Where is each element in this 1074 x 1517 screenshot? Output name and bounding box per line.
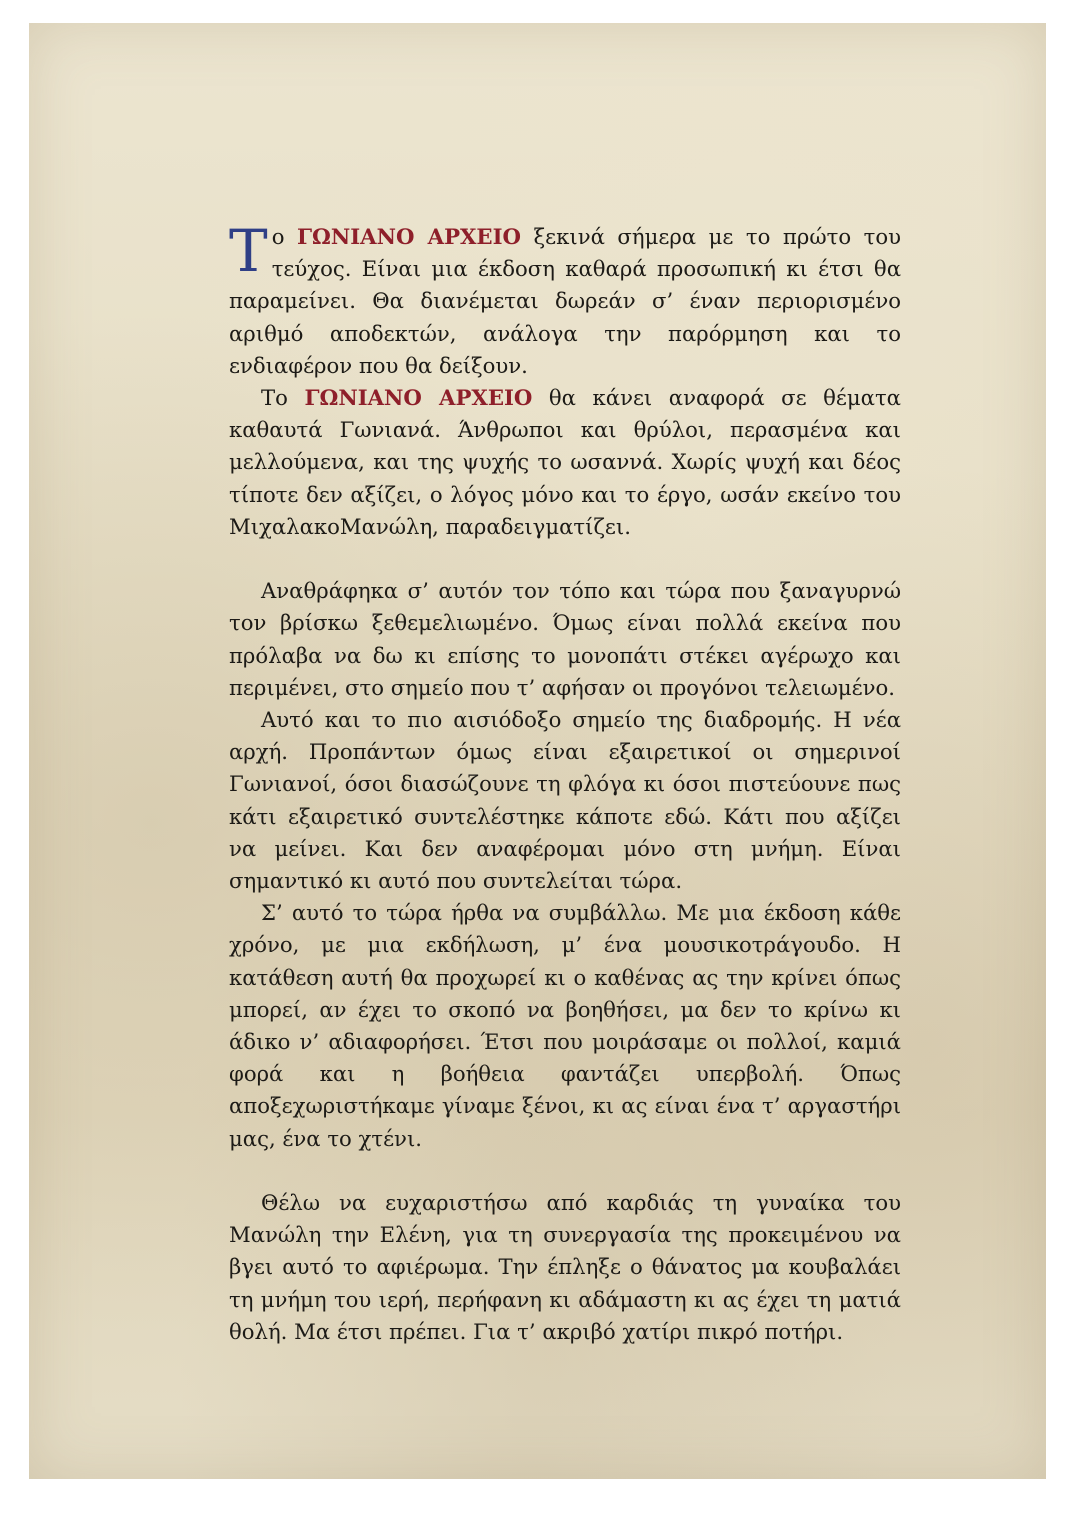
paragraph-5: Σ’ αυτό το τώρα ήρθα να συμβάλλω. Με μια έκδοση κάθε χρόνο, με μια εκδήλωση, μ’ ένα μουσικοτράγουδο. Η κατάθεση αυτή θα προχωρεί κι ο καθένας ας την κρίνει όπως μπορεί, αν έχει το σκοπό να βοηθήσει, μα δεν το κρίνω κι άδικο ν’ αδιαφορήσει. Έτσι που μοιράσαμε οι πολλοί, καμιά φορά και η βοήθεια φαντάζει υπερβολή. Όπως αποξεχωριστήκαμε γίναμε ξένοι, κι ας είναι ένα τ’ αργαστήρι μας, ένα το χτένι. bbox=[229, 900, 901, 1151]
paragraph-4: Αυτό και το πιο αισιόδοξο σημείο της διαδρομής. Η νέα αρχή. Προπάντων όμως είναι εξαιρετικοί οι σημερινοί Γωνιανοί, όσοι διασώζουνε τη φλόγα κι όσοι πιστεύουνε πως κάτι εξαιρετικό συντελέστηκε κάποτε εδώ. Κάτι που αξίζει να μείνει. Και δεν αναφέρομαι μόνο στη μνήμη. Είναι σημαντικό κι αυτό που συντελείται τώρα. bbox=[229, 707, 901, 894]
parchment-page bbox=[29, 23, 1046, 1479]
paragraph-1 bbox=[229, 217, 901, 382]
paragraph-2 bbox=[229, 382, 901, 543]
paragraph-6: Θέλω να ευχαριστήσω από καρδιάς τη γυναίκα του Μανώλη την Ελένη, για τη συνεργασία της προκειμένου να βγει αυτό το αφιέρωμα. Την έπληξε ο θάνατος μα κουβαλάει τη μνήμη του ιερή, περήφανη κι αδάμαστη κι ας έχει τη ματιά θολή. Μα έτσι πρέπει. Για τ’ ακριβό χατίρι πικρό ποτήρι. bbox=[229, 1190, 901, 1344]
paragraph-1-text: ξεκινά σήμερα με το πρώτο του τεύχος. Είναι μια έκδοση καθαρά προσωπική κι έτσι θα παραμείνει. Θα διανέμεται δωρεάν σ’ έναν περιορισμένο αριθμό αποδεκτών, ανάλογα την παρόρμηση και το ενδιαφέρον που θα δείξουν. bbox=[229, 224, 901, 378]
paragraph-3: Αναθράφηκα σ’ αυτόν τον τόπο και τώρα που ξαναγυρνώ τον βρίσκω ξεθεμελιωμένο. Όμως είναι πολλά εκείνα που πρόλαβα να δω κι επίσης το μονοπάτι στέκει αγέρωχο και περιμένει, στο σημείο που τ’ αφήσαν οι προγόνοι τελειωμένο. bbox=[229, 578, 901, 700]
paragraph-2-text: θα κάνει αναφορά σε θέματα καθαυτά Γωνιανά. Άνθρωποι και θρύλοι, περασμένα και μελλούμενα, και της ψυχής το ωσαννά. Χωρίς ψυχή και δέος τίποτε δεν αξίζει, ο λόγος μόνο και το έργο, ωσάν εκείνο του ΜιχαλακοΜανώλη, παραδειγματίζει. bbox=[229, 385, 901, 539]
brand-name: ΓΩΝΙΑΝΟ ΑΡΧΕΙΟ bbox=[297, 224, 521, 249]
paragraph-1-lead: ο bbox=[271, 224, 285, 249]
editorial-text bbox=[229, 217, 901, 1348]
paragraph-2-lead: Το bbox=[261, 385, 288, 411]
drop-cap: Τ bbox=[229, 217, 268, 285]
brand-name-2: ΓΩΝΙΑΝΟ ΑΡΧΕΙΟ bbox=[304, 385, 533, 411]
